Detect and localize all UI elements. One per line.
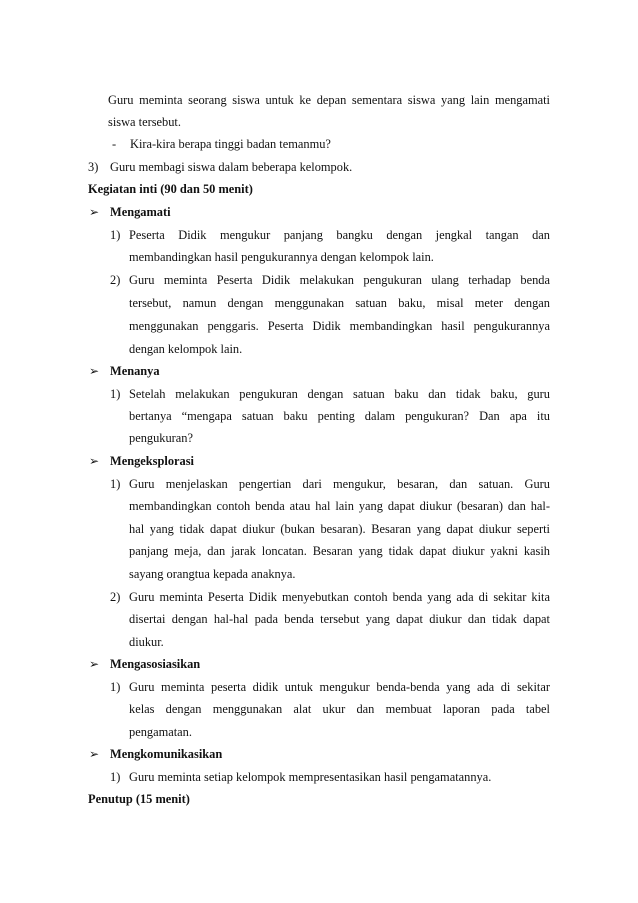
- section-title-mengkomunikasikan: Mengkomunikasikan: [110, 747, 223, 761]
- arrow-bullet-icon: ➢: [89, 747, 100, 761]
- list-number: 2): [110, 590, 121, 604]
- list-item-line: tersebut, namun dengan menggunakan satuan baku, misal meter dengan: [129, 296, 550, 310]
- list-item-line: membandingkan contoh benda atau hal lain yang dapat diukur (besaran) dan hal-: [129, 499, 550, 513]
- intro-dash: -: [112, 137, 117, 151]
- list-number: 1): [110, 228, 121, 242]
- list-item-line: sayang orangtua kepada anaknya.: [129, 567, 296, 581]
- list-number: 1): [110, 477, 121, 491]
- list-number: 1): [110, 680, 121, 694]
- list-item-line: panjang meja, dan jarak loncatan. Besaran yang tidak dapat diukur yakni kasih: [129, 544, 550, 558]
- list-number: 2): [110, 273, 121, 287]
- intro-question: Kira-kira berapa tinggi badan temanmu?: [130, 137, 331, 151]
- list-item-line: bertanya “mengapa satuan baku penting dalam pengukuran? Dan apa itu: [129, 409, 550, 423]
- intro-item-3-number: 3): [88, 160, 99, 174]
- list-item-line: membandingkan hasil pengukurannya dengan kelompok lain.: [129, 250, 434, 264]
- list-item-line: dengan kelompok lain.: [129, 342, 243, 356]
- section-title-mengamati: Mengamati: [110, 205, 171, 219]
- list-item-line: pengamatan.: [129, 725, 192, 739]
- intro-line-2: siswa tersebut.: [108, 115, 181, 129]
- list-item-line: Guru meminta peserta didik untuk mengukur benda-benda yang ada di sekitar: [129, 680, 550, 694]
- heading-penutup: Penutup (15 menit): [88, 792, 190, 806]
- heading-kegiatan-inti: Kegiatan inti (90 dan 50 menit): [88, 182, 253, 196]
- section-title-mengasosiasikan: Mengasosiasikan: [110, 657, 201, 671]
- section-title-menanya: Menanya: [110, 364, 160, 378]
- intro-item-3: Guru membagi siswa dalam beberapa kelompok.: [110, 160, 353, 174]
- arrow-bullet-icon: ➢: [89, 454, 100, 468]
- list-item-line: Guru meminta Peserta Didik melakukan pengukuran ulang terhadap benda: [129, 273, 550, 287]
- list-item-line: Guru menjelaskan pengertian dari mengukur, besaran, dan satuan. Guru: [129, 477, 550, 491]
- list-item-line: Guru meminta setiap kelompok mempresentasikan hasil pengamatannya.: [129, 770, 492, 784]
- arrow-bullet-icon: ➢: [89, 205, 100, 219]
- section-title-mengeksplorasi: Mengeksplorasi: [110, 454, 194, 468]
- arrow-bullet-icon: ➢: [89, 364, 100, 378]
- list-item-line: Peserta Didik mengukur panjang bangku dengan jengkal tangan dan: [129, 228, 550, 242]
- list-item-line: menggunakan penggaris. Peserta Didik membandingkan hasil pengukurannya: [129, 319, 550, 333]
- list-item-line: disertai dengan hal-hal pada benda tersebut yang dapat diukur dan tidak dapat: [129, 612, 550, 626]
- list-item-line: Setelah melakukan pengukuran dengan satuan baku dan tidak baku, guru: [129, 387, 550, 401]
- list-number: 1): [110, 387, 121, 401]
- list-item-line: diukur.: [129, 635, 164, 649]
- list-item-line: hal yang tidak dapat diukur (bukan besaran). Besaran yang dapat diukur seperti: [129, 522, 550, 536]
- list-item-line: kelas dengan menggunakan alat ukur dan membuat laporan pada tabel: [129, 702, 550, 716]
- arrow-bullet-icon: ➢: [89, 657, 100, 671]
- intro-line-1: Guru meminta seorang siswa untuk ke depan sementara siswa yang lain mengamati: [108, 93, 550, 107]
- list-number: 1): [110, 770, 121, 784]
- list-item-line: pengukuran?: [129, 431, 193, 445]
- list-item-line: Guru meminta Peserta Didik menyebutkan contoh benda yang ada di sekitar kita: [129, 590, 550, 604]
